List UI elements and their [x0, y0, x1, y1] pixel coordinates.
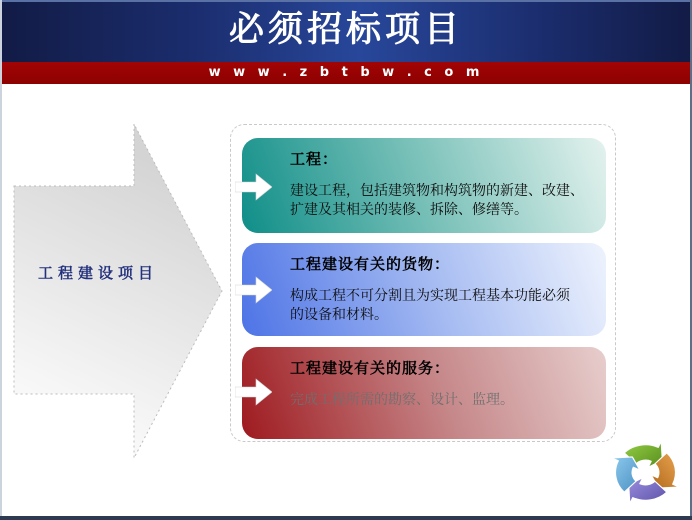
panel-container	[230, 124, 616, 442]
box-body-line: 构成工程不可分割且为实现工程基本功能必须	[290, 288, 570, 304]
box-title: 工程：	[290, 150, 339, 168]
frame-edge-bottom	[0, 516, 692, 520]
white-arrow-right-icon	[235, 377, 272, 407]
content-area	[0, 84, 692, 520]
box-title: 工程建设有关的服务：	[290, 359, 451, 377]
info-box-goods	[242, 243, 606, 336]
url-bar	[0, 62, 692, 84]
box-body	[290, 287, 596, 325]
block-arrow-label: 工程建设项目	[38, 264, 159, 282]
box-body-line: 扩建及其相关的装修、拆除、修缮等。	[290, 202, 528, 218]
frame-edge-top	[0, 0, 692, 2]
header-bar	[0, 0, 692, 62]
page-title: 必须招标项目	[228, 9, 463, 50]
box-body	[290, 391, 596, 410]
frame-edge-left	[0, 0, 2, 520]
box-body	[290, 182, 596, 220]
url-text: w w w . z b t b w . c o m	[208, 65, 484, 80]
box-body-line: 的设备和材料。	[290, 307, 388, 323]
box-title: 工程建设有关的货物：	[290, 255, 451, 273]
box-body-line: 建设工程，包括建筑物和构筑物的新建、改建、	[290, 183, 584, 199]
white-arrow-right-icon	[235, 275, 272, 305]
info-box-project	[242, 138, 606, 233]
box-body-line: 完成工程所需的勘察、设计、监理。	[290, 392, 514, 408]
info-box-services	[242, 347, 606, 439]
white-arrow-right-icon	[235, 172, 272, 202]
block-arrow-right	[0, 84, 240, 484]
cycle-arrows-icon	[606, 436, 685, 509]
